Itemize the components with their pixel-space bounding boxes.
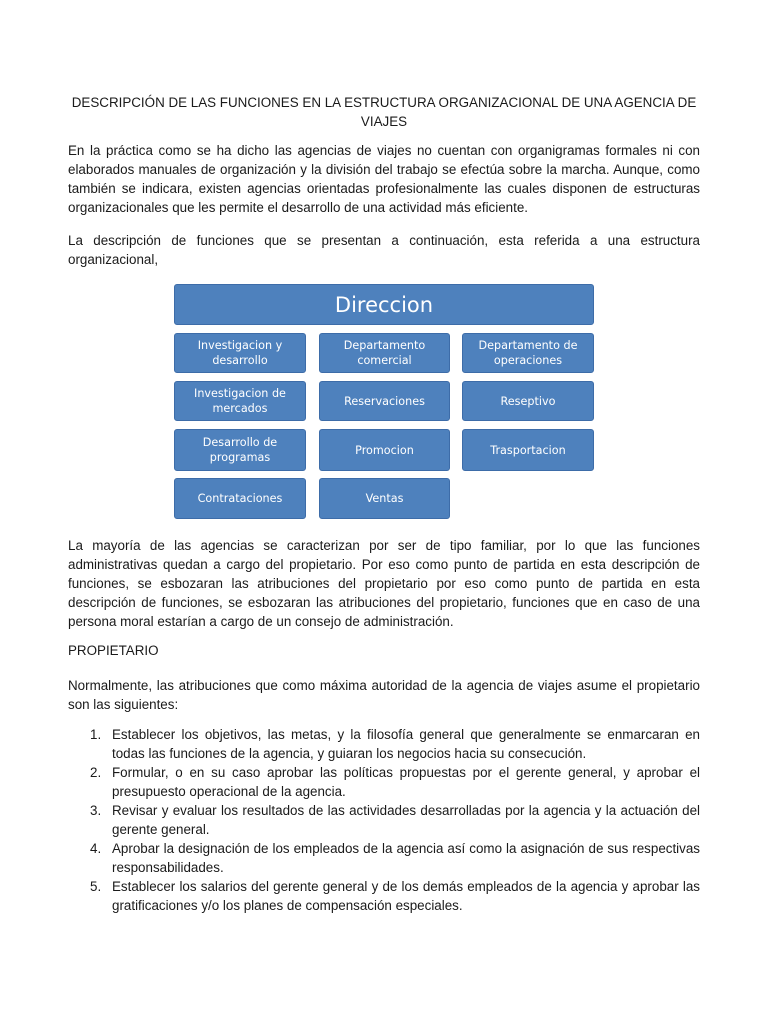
org-box-reservaciones: Reservaciones: [319, 381, 450, 421]
list-item: [68, 801, 700, 839]
org-box-departamento-comercial: Departamento comercial: [319, 333, 450, 373]
list-item-text: Aprobar la designación de los empleados de la agencia así como la asignación de sus respectivas responsabilidades.: [112, 841, 700, 875]
document-title: DESCRIPCIÓN DE LAS FUNCIONES EN LA ESTRUCTURA ORGANIZACIONAL DE UNA AGENCIA DE VIAJES: [71, 95, 697, 129]
org-box-ventas: Ventas: [319, 478, 450, 519]
list-item-text: Formular, o en su caso aprobar las políticas propuestas por el gerente general, y aprobar el presupuesto operacional de la agencia.: [112, 765, 700, 799]
org-box-trasportacion: Trasportacion: [462, 429, 594, 471]
list-item-text: Revisar y evaluar los resultados de las actividades desarrolladas por la agencia y la actuación del gerente general.: [112, 803, 700, 837]
attributions-list: [68, 725, 700, 915]
paragraph-intro: En la práctica como se ha dicho las agencias de viajes no cuentan con organigramas formales ni con elaborados manuales de organización y la división del trabajo se efectúa sobre la marcha. Aunque, como también se indicara, existen agencias orientadas profesionalmente las cuales disponen de estructuras organizacionales que les permite el desarrollo de una actividad más eficiente.: [68, 143, 700, 215]
list-item: [68, 725, 700, 763]
list-item-number: 3.: [90, 803, 102, 818]
org-box-promocion: Promocion: [319, 429, 450, 471]
org-box-desarrollo-programas: Desarrollo de programas: [174, 429, 306, 471]
paragraph-propietario-intro: Normalmente, las atribuciones que como máxima autoridad de la agencia de viajes asume el propietario son las siguientes:: [68, 678, 700, 712]
list-item: [68, 877, 700, 915]
list-item-number: 2.: [90, 765, 102, 780]
paragraph-agencias: La mayoría de las agencias se caracterizan por ser de tipo familiar, por lo que las funciones administrativas quedan a cargo del propietario. Por eso como punto de partida en esta descripción de funciones, se esbozaran las atribuciones del propietario por eso como punto de partida en esta descripción de funciones, se esbozaran las atribuciones del propietario, funciones que en caso de una persona moral estarían a cargo de un consejo de administración.: [68, 538, 700, 629]
org-box-departamento-operaciones: Departamento de operaciones: [462, 333, 594, 373]
list-item-number: 5.: [90, 879, 102, 894]
org-box-investigacion-mercados: Investigacion de mercados: [174, 381, 306, 421]
org-box-reseptivo: Reseptivo: [462, 381, 594, 421]
org-box-direccion: Direccion: [174, 284, 594, 325]
section-heading-propietario: PROPIETARIO: [68, 643, 159, 658]
list-item: [68, 763, 700, 801]
list-item: [68, 839, 700, 877]
list-item-text: Establecer los objetivos, las metas, y la filosofía general que generalmente se enmarcaran en todas las funciones de la agencia, y guiaran los negocios hacia su consecución.: [112, 727, 700, 761]
list-item-number: 1.: [90, 727, 102, 742]
org-box-contrataciones: Contrataciones: [174, 478, 306, 519]
list-item-number: 4.: [90, 841, 102, 856]
org-box-investigacion-desarrollo: Investigacion y desarrollo: [174, 333, 306, 373]
org-chart: [174, 284, 594, 522]
paragraph-description: La descripción de funciones que se presentan a continuación, esta referida a una estructura organizacional,: [68, 233, 700, 267]
list-item-text: Establecer los salarios del gerente general y de los demás empleados de la agencia y aprobar las gratificaciones y/o los planes de compensación especiales.: [112, 879, 700, 913]
